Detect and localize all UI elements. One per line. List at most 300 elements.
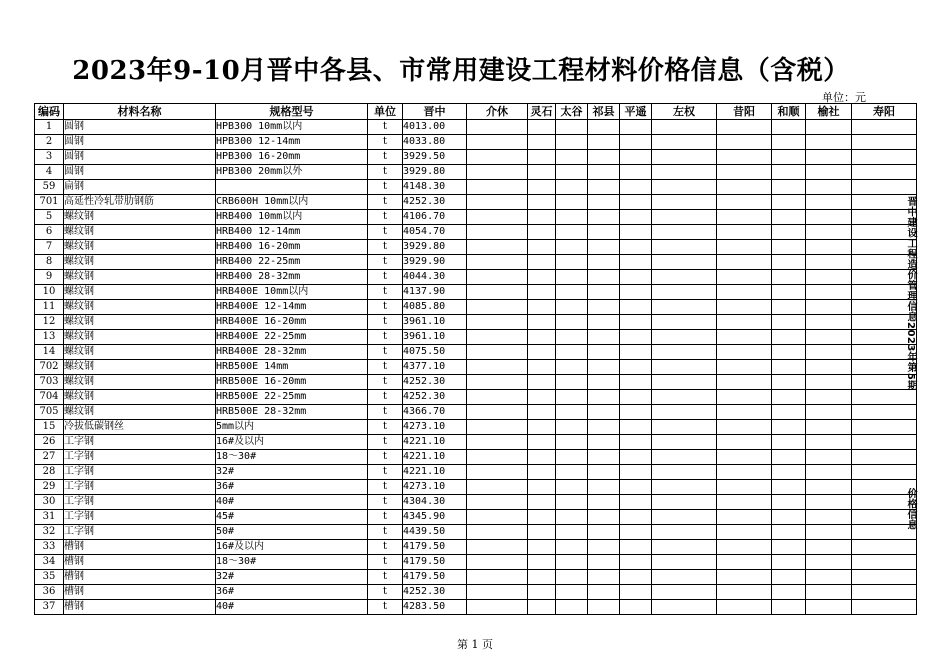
cell-price-empty: [806, 480, 852, 495]
cell-price-empty: [588, 375, 620, 390]
cell-unit: t: [368, 225, 403, 240]
cell-price-empty: [772, 420, 806, 435]
cell-price-jinzhong: 4252.30: [403, 195, 467, 210]
cell-price-empty: [806, 330, 852, 345]
cell-material-name: 螺纹钢: [64, 345, 216, 360]
cell-price-jinzhong: 4304.30: [403, 495, 467, 510]
cell-price-empty: [772, 495, 806, 510]
cell-price-empty: [620, 210, 652, 225]
cell-price-empty: [652, 570, 717, 585]
cell-price-empty: [467, 225, 528, 240]
side-note-section: 价格信息: [905, 488, 916, 530]
cell-price-empty: [652, 375, 717, 390]
cell-price-jinzhong: 4366.70: [403, 405, 467, 420]
cell-code: 11: [35, 300, 64, 315]
cell-price-empty: [556, 240, 588, 255]
cell-price-empty: [652, 585, 717, 600]
cell-price-empty: [556, 600, 588, 615]
cell-price-empty: [620, 180, 652, 195]
cell-price-empty: [528, 225, 556, 240]
cell-price-empty: [588, 495, 620, 510]
cell-unit: t: [368, 315, 403, 330]
table-row: [35, 360, 917, 375]
cell-price-empty: [588, 420, 620, 435]
table-row: [35, 345, 917, 360]
cell-spec: 45#: [216, 510, 368, 525]
col-header-qixian: 祁县: [588, 104, 620, 120]
cell-material-name: 工字钢: [64, 465, 216, 480]
cell-price-empty: [528, 450, 556, 465]
cell-price-empty: [556, 585, 588, 600]
cell-code: 29: [35, 480, 64, 495]
cell-price-empty: [556, 570, 588, 585]
table-row: [35, 420, 917, 435]
cell-code: 3: [35, 150, 64, 165]
cell-price-empty: [620, 165, 652, 180]
table-row: [35, 540, 917, 555]
cell-price-empty: [717, 525, 772, 540]
cell-unit: t: [368, 375, 403, 390]
cell-price-empty: [652, 405, 717, 420]
cell-price-empty: [772, 195, 806, 210]
cell-price-empty: [717, 210, 772, 225]
cell-price-empty: [556, 465, 588, 480]
cell-price-jinzhong: 4345.90: [403, 510, 467, 525]
cell-price-jinzhong: 4252.30: [403, 390, 467, 405]
col-header-name: 材料名称: [64, 104, 216, 120]
table-row: [35, 525, 917, 540]
cell-price-empty: [717, 315, 772, 330]
cell-price-empty: [620, 270, 652, 285]
cell-price-empty: [556, 420, 588, 435]
cell-unit: t: [368, 540, 403, 555]
cell-material-name: 螺纹钢: [64, 405, 216, 420]
cell-material-name: 高延性冷轧带肋钢筋: [64, 195, 216, 210]
cell-unit: t: [368, 570, 403, 585]
cell-material-name: 螺纹钢: [64, 240, 216, 255]
table-row: [35, 255, 917, 270]
cell-code: 59: [35, 180, 64, 195]
cell-price-empty: [556, 180, 588, 195]
cell-spec: HRB500E 16-20mm: [216, 375, 368, 390]
cell-price-empty: [652, 390, 717, 405]
cell-code: 32: [35, 525, 64, 540]
cell-price-empty: [772, 450, 806, 465]
cell-price-empty: [467, 555, 528, 570]
cell-price-empty: [717, 285, 772, 300]
cell-price-empty: [556, 480, 588, 495]
cell-price-empty: [806, 585, 852, 600]
cell-material-name: 冷拔低碳钢丝: [64, 420, 216, 435]
cell-material-name: 工字钢: [64, 495, 216, 510]
cell-price-empty: [528, 210, 556, 225]
cell-price-empty: [620, 135, 652, 150]
cell-price-empty: [467, 420, 528, 435]
cell-price-empty: [772, 285, 806, 300]
cell-material-name: 螺纹钢: [64, 225, 216, 240]
cell-material-name: 螺纹钢: [64, 390, 216, 405]
cell-price-empty: [852, 570, 917, 585]
cell-price-empty: [528, 270, 556, 285]
table-body: [35, 120, 917, 615]
cell-code: 2: [35, 135, 64, 150]
cell-price-empty: [528, 300, 556, 315]
cell-price-empty: [620, 255, 652, 270]
cell-unit: t: [368, 330, 403, 345]
cell-price-empty: [772, 375, 806, 390]
cell-price-empty: [652, 225, 717, 240]
col-header-taigu: 太谷: [556, 104, 588, 120]
cell-spec: HRB400 16-20mm: [216, 240, 368, 255]
cell-price-empty: [652, 450, 717, 465]
cell-material-name: 工字钢: [64, 450, 216, 465]
cell-price-empty: [588, 225, 620, 240]
cell-price-empty: [467, 570, 528, 585]
cell-price-empty: [556, 405, 588, 420]
cell-material-name: 螺纹钢: [64, 300, 216, 315]
cell-price-empty: [806, 150, 852, 165]
cell-price-empty: [806, 390, 852, 405]
cell-code: 36: [35, 585, 64, 600]
cell-price-empty: [652, 285, 717, 300]
cell-price-empty: [528, 195, 556, 210]
cell-price-empty: [717, 600, 772, 615]
cell-spec: 16#及以内: [216, 540, 368, 555]
cell-price-empty: [467, 120, 528, 135]
table-row: [35, 330, 917, 345]
cell-price-empty: [806, 345, 852, 360]
cell-material-name: 螺纹钢: [64, 330, 216, 345]
cell-price-empty: [806, 300, 852, 315]
cell-price-jinzhong: 4439.50: [403, 525, 467, 540]
cell-price-empty: [806, 555, 852, 570]
col-header-zuoquan: 左权: [652, 104, 717, 120]
cell-price-empty: [852, 585, 917, 600]
cell-price-empty: [556, 285, 588, 300]
col-header-jinzhong: 晋中: [403, 104, 467, 120]
cell-unit: t: [368, 465, 403, 480]
cell-material-name: 螺纹钢: [64, 315, 216, 330]
table-row: [35, 315, 917, 330]
cell-price-empty: [652, 510, 717, 525]
cell-price-empty: [467, 210, 528, 225]
cell-price-empty: [588, 315, 620, 330]
table-row: [35, 435, 917, 450]
cell-price-jinzhong: 4085.80: [403, 300, 467, 315]
cell-price-empty: [556, 135, 588, 150]
cell-price-empty: [652, 195, 717, 210]
cell-price-empty: [620, 360, 652, 375]
cell-price-empty: [556, 510, 588, 525]
cell-material-name: 工字钢: [64, 480, 216, 495]
col-header-spec: 规格型号: [216, 104, 368, 120]
cell-material-name: 工字钢: [64, 435, 216, 450]
page-number: 第 1 页: [457, 638, 493, 651]
cell-price-empty: [528, 315, 556, 330]
cell-price-empty: [717, 465, 772, 480]
cell-price-empty: [652, 360, 717, 375]
cell-spec: HPB300 16-20mm: [216, 150, 368, 165]
cell-price-empty: [806, 270, 852, 285]
cell-price-empty: [772, 405, 806, 420]
cell-code: 34: [35, 555, 64, 570]
cell-price-empty: [772, 345, 806, 360]
cell-price-empty: [620, 285, 652, 300]
cell-price-empty: [620, 375, 652, 390]
cell-price-jinzhong: 4148.30: [403, 180, 467, 195]
cell-price-empty: [467, 375, 528, 390]
cell-spec: HPB300 10mm以内: [216, 120, 368, 135]
cell-price-empty: [588, 240, 620, 255]
cell-code: 14: [35, 345, 64, 360]
cell-price-empty: [652, 135, 717, 150]
cell-price-empty: [772, 135, 806, 150]
cell-price-empty: [652, 435, 717, 450]
cell-price-empty: [528, 525, 556, 540]
cell-price-empty: [620, 465, 652, 480]
cell-spec: HRB500E 28-32mm: [216, 405, 368, 420]
cell-price-empty: [467, 285, 528, 300]
cell-unit: t: [368, 600, 403, 615]
cell-price-empty: [852, 450, 917, 465]
table-row: [35, 270, 917, 285]
cell-spec: 32#: [216, 465, 368, 480]
cell-price-empty: [806, 420, 852, 435]
col-header-heshun: 和顺: [772, 104, 806, 120]
cell-price-empty: [556, 315, 588, 330]
cell-price-jinzhong: 3929.50: [403, 150, 467, 165]
cell-price-empty: [652, 465, 717, 480]
table-row: [35, 120, 917, 135]
cell-price-empty: [717, 225, 772, 240]
cell-material-name: 螺纹钢: [64, 360, 216, 375]
cell-code: 7: [35, 240, 64, 255]
cell-price-jinzhong: 4013.00: [403, 120, 467, 135]
cell-price-jinzhong: 4179.50: [403, 540, 467, 555]
cell-unit: t: [368, 240, 403, 255]
cell-price-jinzhong: 4106.70: [403, 210, 467, 225]
cell-price-empty: [620, 420, 652, 435]
cell-price-empty: [588, 285, 620, 300]
side-note-issue: 晋中建设工程造价管理信息2023年第5期: [905, 196, 916, 391]
cell-price-empty: [852, 465, 917, 480]
cell-price-empty: [852, 555, 917, 570]
cell-price-empty: [806, 435, 852, 450]
cell-price-empty: [556, 210, 588, 225]
cell-price-empty: [772, 300, 806, 315]
cell-price-empty: [620, 300, 652, 315]
cell-price-empty: [556, 195, 588, 210]
cell-price-empty: [717, 405, 772, 420]
cell-price-empty: [852, 405, 917, 420]
cell-code: 703: [35, 375, 64, 390]
cell-price-empty: [806, 375, 852, 390]
cell-unit: t: [368, 210, 403, 225]
cell-material-name: 工字钢: [64, 525, 216, 540]
cell-material-name: 螺纹钢: [64, 285, 216, 300]
cell-price-empty: [556, 345, 588, 360]
cell-price-empty: [588, 165, 620, 180]
cell-price-empty: [852, 150, 917, 165]
cell-material-name: 槽钢: [64, 585, 216, 600]
cell-price-jinzhong: 3961.10: [403, 330, 467, 345]
cell-price-empty: [772, 150, 806, 165]
cell-code: 5: [35, 210, 64, 225]
cell-unit: t: [368, 150, 403, 165]
cell-price-empty: [652, 555, 717, 570]
cell-price-empty: [620, 555, 652, 570]
cell-unit: t: [368, 450, 403, 465]
cell-code: 33: [35, 540, 64, 555]
cell-material-name: 圆钢: [64, 150, 216, 165]
cell-unit: t: [368, 495, 403, 510]
cell-price-empty: [588, 570, 620, 585]
cell-price-empty: [852, 600, 917, 615]
cell-spec: 32#: [216, 570, 368, 585]
cell-price-empty: [588, 390, 620, 405]
cell-price-empty: [588, 360, 620, 375]
cell-price-jinzhong: 3961.10: [403, 315, 467, 330]
cell-price-empty: [652, 165, 717, 180]
table-row: [35, 300, 917, 315]
cell-price-empty: [852, 420, 917, 435]
cell-price-empty: [652, 240, 717, 255]
cell-price-empty: [620, 150, 652, 165]
cell-price-empty: [467, 315, 528, 330]
cell-price-empty: [772, 180, 806, 195]
cell-price-jinzhong: 3929.80: [403, 165, 467, 180]
cell-price-empty: [772, 360, 806, 375]
cell-price-jinzhong: 4377.10: [403, 360, 467, 375]
cell-price-empty: [588, 540, 620, 555]
cell-price-empty: [717, 360, 772, 375]
table-row: [35, 405, 917, 420]
table-row: [35, 450, 917, 465]
cell-price-empty: [852, 390, 917, 405]
cell-price-empty: [717, 240, 772, 255]
cell-price-empty: [652, 210, 717, 225]
cell-price-empty: [717, 540, 772, 555]
cell-code: 13: [35, 330, 64, 345]
table-row: [35, 555, 917, 570]
cell-price-empty: [806, 360, 852, 375]
cell-price-empty: [556, 270, 588, 285]
cell-price-empty: [620, 525, 652, 540]
cell-price-empty: [620, 480, 652, 495]
table-row: [35, 495, 917, 510]
cell-unit: t: [368, 270, 403, 285]
cell-material-name: 螺纹钢: [64, 270, 216, 285]
cell-price-empty: [806, 315, 852, 330]
cell-code: 702: [35, 360, 64, 375]
cell-price-jinzhong: 4252.30: [403, 375, 467, 390]
table-row: [35, 510, 917, 525]
cell-price-empty: [588, 405, 620, 420]
cell-price-empty: [556, 330, 588, 345]
cell-code: 28: [35, 465, 64, 480]
cell-price-empty: [717, 375, 772, 390]
cell-price-empty: [772, 540, 806, 555]
cell-price-empty: [588, 525, 620, 540]
cell-price-empty: [467, 195, 528, 210]
cell-material-name: 槽钢: [64, 555, 216, 570]
cell-price-jinzhong: 4273.10: [403, 480, 467, 495]
cell-price-empty: [528, 240, 556, 255]
cell-spec: HRB400 22-25mm: [216, 255, 368, 270]
col-header-unit: 单位: [368, 104, 403, 120]
cell-price-empty: [588, 135, 620, 150]
cell-unit: t: [368, 420, 403, 435]
cell-unit: t: [368, 405, 403, 420]
cell-spec: HRB400 28-32mm: [216, 270, 368, 285]
cell-price-empty: [652, 420, 717, 435]
cell-material-name: 扁钢: [64, 180, 216, 195]
cell-price-empty: [772, 435, 806, 450]
cell-price-empty: [528, 495, 556, 510]
table-row: [35, 570, 917, 585]
cell-code: 35: [35, 570, 64, 585]
cell-price-empty: [717, 390, 772, 405]
cell-price-empty: [467, 270, 528, 285]
cell-price-empty: [588, 465, 620, 480]
cell-price-empty: [852, 135, 917, 150]
cell-material-name: 圆钢: [64, 135, 216, 150]
cell-code: 4: [35, 165, 64, 180]
cell-price-empty: [772, 255, 806, 270]
cell-price-empty: [620, 345, 652, 360]
table-row: [35, 240, 917, 255]
cell-price-empty: [806, 525, 852, 540]
cell-price-empty: [556, 225, 588, 240]
cell-price-empty: [772, 315, 806, 330]
cell-price-empty: [556, 390, 588, 405]
cell-price-empty: [620, 315, 652, 330]
table-header-row: [35, 104, 917, 120]
cell-price-empty: [806, 540, 852, 555]
cell-price-empty: [556, 120, 588, 135]
cell-code: 12: [35, 315, 64, 330]
cell-price-empty: [556, 540, 588, 555]
cell-price-empty: [772, 510, 806, 525]
cell-price-empty: [467, 135, 528, 150]
cell-price-empty: [806, 180, 852, 195]
cell-material-name: 圆钢: [64, 120, 216, 135]
cell-price-empty: [528, 585, 556, 600]
cell-price-empty: [620, 120, 652, 135]
cell-unit: t: [368, 510, 403, 525]
cell-code: 701: [35, 195, 64, 210]
table-row: [35, 150, 917, 165]
cell-price-empty: [772, 480, 806, 495]
cell-unit: t: [368, 585, 403, 600]
table-row: [35, 390, 917, 405]
cell-price-empty: [528, 405, 556, 420]
cell-spec: HRB400E 22-25mm: [216, 330, 368, 345]
col-header-code: 编码: [35, 104, 64, 120]
cell-price-empty: [467, 240, 528, 255]
cell-price-empty: [528, 570, 556, 585]
cell-price-empty: [772, 525, 806, 540]
cell-price-empty: [556, 450, 588, 465]
cell-spec: HPB300 12-14mm: [216, 135, 368, 150]
cell-price-empty: [852, 435, 917, 450]
cell-price-empty: [528, 165, 556, 180]
cell-price-jinzhong: 4033.80: [403, 135, 467, 150]
table-row: [35, 195, 917, 210]
cell-price-empty: [620, 330, 652, 345]
cell-price-jinzhong: 4179.50: [403, 555, 467, 570]
cell-price-empty: [620, 435, 652, 450]
